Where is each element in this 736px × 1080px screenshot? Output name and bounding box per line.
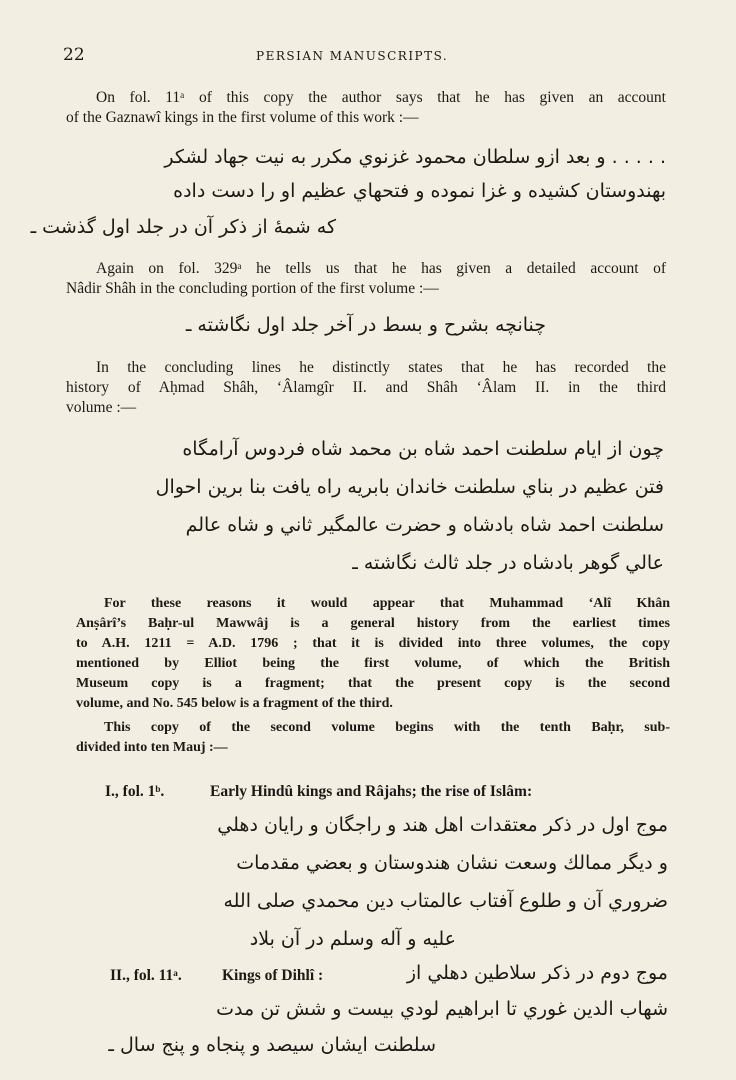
- persian-quote-3-line-2: فتن عظيم در بناي سلطنت خاندان بابريه راه يافت بنا برين احوال: [155, 476, 664, 498]
- persian-quote-3-line-3: سلطنت احمد شاه بادشاه و حضرت عالمگير ثاني و شاه عالم: [185, 514, 664, 536]
- para5-line-1: This copy of the second volume begins with the tenth Baḥr, sub-: [104, 720, 670, 735]
- para1-line-2: of the Gaznawî kings in the first volume of this work :—: [66, 109, 419, 126]
- para2-line-1: Again on fol. 329ᵃ he tells us that he has given a detailed account of: [96, 260, 666, 277]
- item2-persian-line-2: سلطنت ايشان سيصد و پنجاه و پنج سال ـ: [108, 1034, 436, 1056]
- item1-label: I., fol. 1ᵇ.: [105, 783, 165, 800]
- persian-quote-1-line-2: بهندوستان كشيده و غزا نموده و فتحهاي عظيم او را دست داده: [173, 180, 666, 202]
- item1-persian-line-2: و ديگر ممالك وسعت نشان هندوستان و بعضي مقدمات: [236, 852, 668, 874]
- persian-quote-3-line-4: عالي گوهر بادشاه در جلد ثالث نگاشته ـ: [352, 552, 664, 574]
- item2-persian-inline: موج دوم در ذكر سلاطين دهلي از: [406, 962, 668, 984]
- para4-line-5: Museum copy is a fragment; that the present copy is the second: [76, 676, 670, 691]
- para4-line-6: volume, and No. 545 below is a fragment of the third.: [76, 696, 393, 711]
- persian-quote-2: چنانچه بشرح و بسط در آخر جلد اول نگاشته ـ: [185, 314, 546, 336]
- running-title: PERSIAN MANUSCRIPTS.: [256, 49, 449, 63]
- para4-line-3: to A.H. 1211 = A.D. 1796 ; that it is divided into three volumes, the copy: [76, 636, 670, 651]
- persian-quote-1-line-1: . . . . . و بعد ازو سلطان محمود غزنوي مكرر به نيت جهاد لشكر: [164, 146, 666, 168]
- item1-text: Early Hindû kings and Râjahs; the rise of Islâm:: [210, 783, 533, 800]
- para4-line-2: Anṣârî’s Baḥr-ul Mawwâj is a general history from the earliest times: [76, 616, 670, 631]
- para1-line-1: On fol. 11ᵃ of this copy the author says that he has given an account: [96, 89, 666, 106]
- item1-persian-line-4: عليه و آله وسلم در آن بلاد: [249, 928, 456, 950]
- para4-line-4: mentioned by Elliot being the first volume, of which the British: [76, 656, 670, 671]
- item1-persian-line-1: موج اول در ذكر معتقدات اهل هند و راجگان و رايان دهلي: [217, 814, 668, 836]
- item2-text: Kings of Dihlî :: [222, 967, 324, 984]
- item2-label: II., fol. 11ᵃ.: [110, 967, 182, 984]
- persian-quote-1-line-3: كه شمهٔ از ذكر آن در جلد اول گذشت ـ: [30, 216, 336, 238]
- item2-persian-line-1: شهاب الدين غوري تا ابراهيم لودي بيست و شش تن مدت: [216, 998, 668, 1020]
- para3-line-3: volume :—: [66, 399, 137, 416]
- page-number: 22: [63, 45, 85, 65]
- persian-quote-3-line-1: چون از ايام سلطنت احمد شاه بن محمد شاه فردوس آرامگاه: [182, 438, 664, 460]
- para3-line-2: history of Aḥmad Shâh, ‘Âlamgîr II. and Shâh ‘Âlam II. in the third: [66, 379, 666, 396]
- para2-line-2: Nâdir Shâh in the concluding portion of the first volume :—: [66, 280, 439, 297]
- para5-line-2: divided into ten Mauj :—: [76, 740, 228, 755]
- para4-line-1: For these reasons it would appear that Muhammad ‘Alî Khân: [104, 596, 670, 611]
- item1-persian-line-3: ضروري آن و طلوع آفتاب عالمتاب دين محمدي صلى الله: [223, 890, 668, 912]
- para3-line-1: In the concluding lines he distinctly states that he has recorded the: [96, 359, 666, 376]
